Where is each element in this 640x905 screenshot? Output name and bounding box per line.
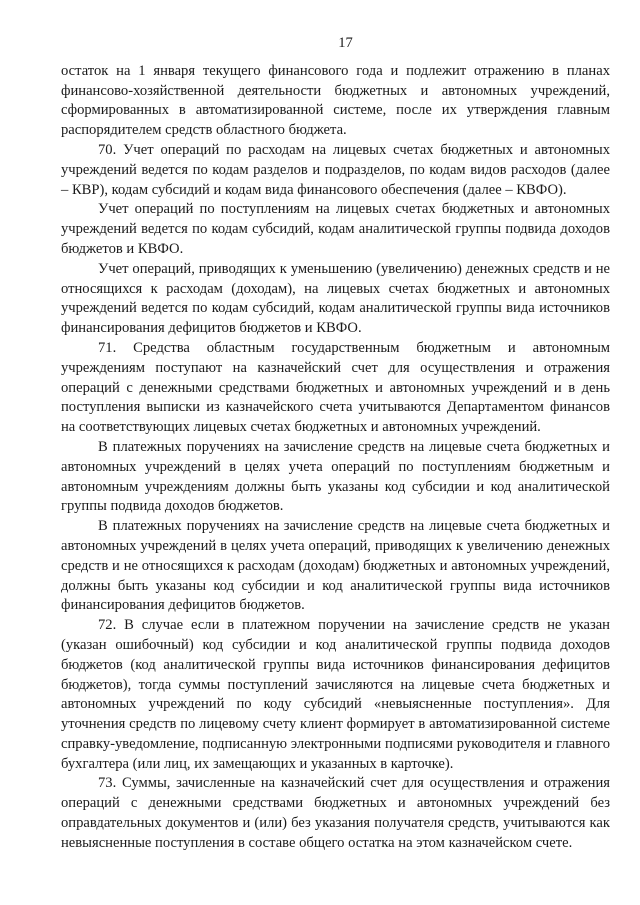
paragraph-continuation: остаток на 1 января текущего финансового года и подлежит отражению в планах финансово-хозяйственной деятельности бюджетных и автономных учреждений, сформированных в автоматизированной системе, после их утверждения главным распорядителем средств областного бюджета. — [61, 62, 610, 139]
paragraph-p71-orders-sources: В платежных поручениях на зачисление средств на лицевые счета бюджетных и автономных учреждений в целях учета операций, приводящих к увеличению денежных средств и не относящихся к расходам (доходам) бюджетных и автономных учреждений, должны быть указаны код субсидии и код аналитической группы вида источников финансирования дефицитов бюджетов. — [61, 518, 610, 614]
paragraph-p70-receipts: Учет операций по поступлениям на лицевых счетах бюджетных и автономных учреждений ведется по кодам субсидий, кодам аналитической группы подвида доходов бюджетов и КВФО. — [61, 201, 610, 257]
paragraph-p73: 73. Суммы, зачисленные на казначейский счет для осуществления и отражения операций с денежными средствами бюджетных и автономных учреждений без оправдательных документов и (или) без указания получателя средств, учитываются как невыясненные поступления в составе общего остатка на этом казначейском счете. — [61, 775, 610, 851]
paragraph-p72: 72. В случае если в платежном поручении на зачисление средств не указан (указан ошибочный) код субсидии и код аналитической группы подвида доходов бюджетов (код аналитической группы вида источников финансирования дефицитов бюджетов), тогда суммы поступлений зачисляются на лицевые счета бюджетных и автономных учреждений по коду субсидий «невыясненные поступления». Для уточнения средств по лицевому счету клиент формирует в автоматизированной системе справку-уведомление, подписанную электронными подписями руководителя и главного бухгалтера (или лиц, их замещающих и указанных в карточке). — [61, 617, 610, 772]
paragraph-p71: 71. Средства областным государственным бюджетным и автономным учреждениям поступают на казначейский счет для осуществления и отражения операций с денежными средствами бюджетных и автономных учреждений и в день поступления выписки из казначейского счета учитываются Департаментом финансов на соответствующих лицевых счетах бюджетных и автономных учреждений. — [61, 339, 610, 436]
paragraph-p71-orders-income: В платежных поручениях на зачисление средств на лицевые счета бюджетных и автономных учреждений в целях учета операций по поступлениям бюджетным и автономным учреждениям должны быть указаны код субсидии и код аналитической группы подвида доходов бюджетов. — [61, 438, 610, 515]
page-number: 17 — [338, 35, 353, 51]
document-body — [61, 62, 610, 854]
paragraph-p70: 70. Учет операций по расходам на лицевых счетах бюджетных и автономных учреждений ведется по кодам разделов и подразделов, по кодам видов расходов (далее – КВР), кодам субсидий и кодам вида финансового обеспечения (далее – КВФО). — [61, 141, 610, 198]
paragraph-p70-cash-change: Учет операций, приводящих к уменьшению (увеличению) денежных средств и не относящихся к расходам (доходам), на лицевых счетах бюджетных и автономных учреждений ведется по кодам субсидий, кодам аналитической группы вида источников финансирования дефицитов бюджетов и КВФО. — [61, 260, 610, 337]
